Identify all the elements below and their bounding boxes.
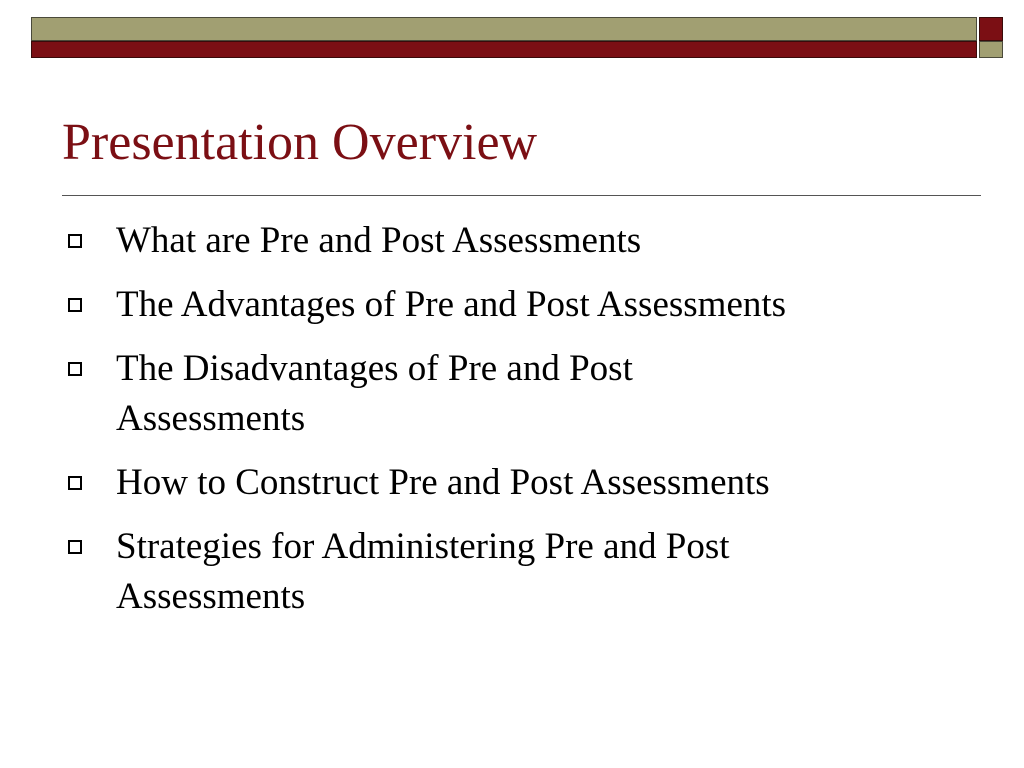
bullet-text: What are Pre and Post Assessments	[116, 220, 642, 261]
hollow-square-bullet-icon	[68, 298, 82, 312]
bullet-list	[62, 216, 962, 636]
hollow-square-bullet-icon	[68, 476, 82, 490]
hollow-square-bullet-icon	[68, 362, 82, 376]
header-band-maroon	[31, 41, 977, 58]
bullet-item	[62, 280, 962, 330]
hollow-square-bullet-icon	[68, 234, 82, 248]
slide-title: Presentation Overview	[62, 114, 538, 171]
title-divider	[62, 195, 981, 196]
header-band-olive	[31, 17, 977, 41]
bullet-item	[62, 522, 962, 622]
bullet-item	[62, 344, 962, 444]
bullet-text: How to Construct Pre and Post Assessments	[116, 462, 770, 503]
bullet-text: The Advantages of Pre and Post Assessments	[116, 284, 787, 325]
corner-square-maroon	[979, 17, 1003, 41]
bullet-text: The Disadvantages of Pre and Post Assessments	[116, 348, 633, 439]
bullet-item	[62, 216, 962, 266]
bullet-item	[62, 458, 962, 508]
corner-square-olive	[979, 41, 1003, 58]
bullet-text: Strategies for Administering Pre and Post Assessments	[116, 526, 730, 617]
hollow-square-bullet-icon	[68, 540, 82, 554]
